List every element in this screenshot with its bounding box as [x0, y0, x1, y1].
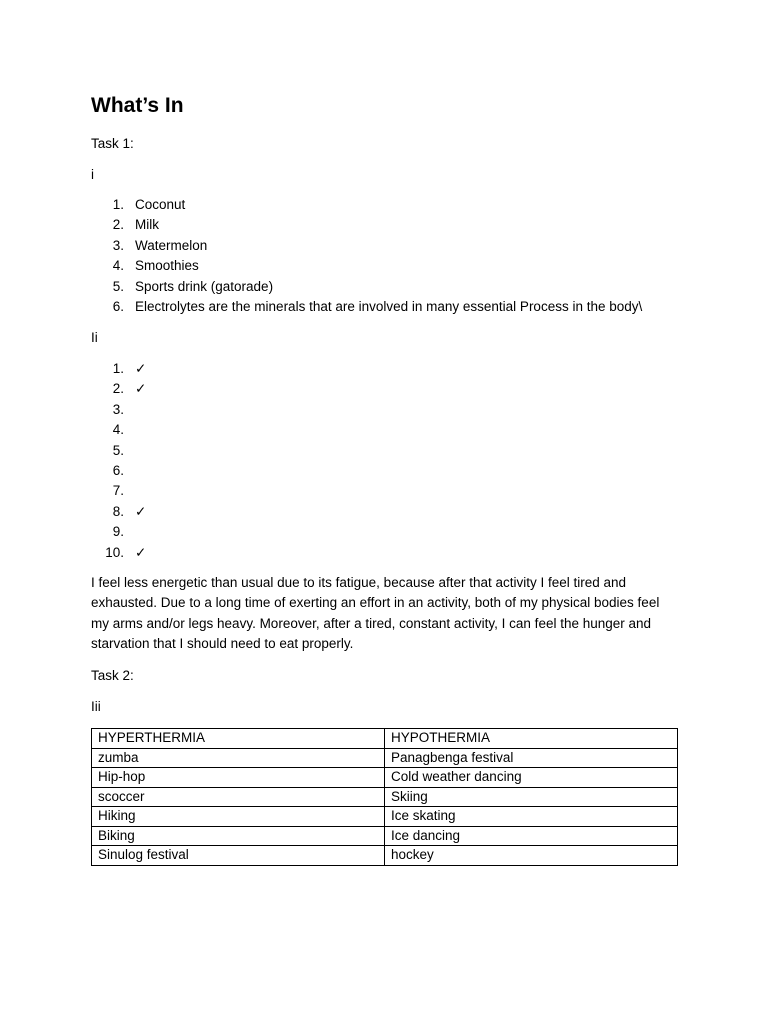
table-header-row: [92, 729, 678, 749]
table-row: [92, 787, 678, 807]
part-ii-label: Ii: [91, 330, 98, 345]
list-item: 5.: [112, 442, 124, 458]
list-item: 4.: [112, 422, 124, 438]
table-cell: Ice dancing: [385, 826, 678, 846]
list-item: 5. Sports drink (gatorade): [112, 278, 274, 294]
reflection-paragraph: I feel less energetic than usual due to its fatigue, because after that activity I feel tired and exhausted. Due to a long time of exerting an effort in an activity, both of my physical bodies feel my arms and/or legs heavy. Moreover, after a tired, constant activity, I can feel the hunger and starvation that I should need to eat properly.: [91, 575, 660, 652]
table-row: [92, 768, 678, 788]
table-row: [92, 807, 678, 827]
table-cell: Hiking: [92, 807, 385, 827]
check-mark-icon: ✓: [135, 381, 147, 397]
table-cell: Panagbenga festival: [385, 748, 678, 768]
list-item: 8. ✓: [91, 502, 679, 522]
table-header-cell: HYPOTHERMIA: [385, 729, 678, 749]
list-item: 9.: [112, 524, 124, 540]
check-mark-icon: ✓: [135, 503, 147, 519]
list-item: 10. ✓: [91, 543, 679, 563]
list-item: 6. Electrolytes are the minerals that are involved in many essential Process in the body\: [112, 298, 643, 314]
task1-label: Task 1:: [91, 136, 134, 151]
activities-table: [91, 728, 678, 866]
table-cell: Cold weather dancing: [385, 768, 678, 788]
table-row: [92, 826, 678, 846]
task2-label: Task 2:: [91, 668, 134, 683]
check-mark-icon: ✓: [135, 544, 147, 560]
list-item: 7.: [112, 483, 124, 499]
table-cell: Sinulog festival: [92, 846, 385, 866]
list-item: 1. ✓: [91, 359, 679, 379]
list-item: 2. Milk: [112, 217, 159, 233]
list-item: 6.: [112, 462, 124, 478]
part-ii-list: [91, 359, 679, 563]
table-cell: Ice skating: [385, 807, 678, 827]
part-iii-label: Iii: [91, 699, 101, 714]
list-item: 1. Coconut: [112, 197, 186, 212]
table-header-cell: HYPERTHERMIA: [92, 729, 385, 749]
table-cell: zumba: [92, 748, 385, 768]
table-cell: Hip-hop: [92, 768, 385, 788]
list-item: 3.: [112, 401, 124, 417]
table-cell: hockey: [385, 846, 678, 866]
check-mark-icon: ✓: [135, 361, 147, 376]
list-item: 2. ✓: [91, 379, 679, 399]
table-cell: Biking: [92, 826, 385, 846]
table-cell: Skiing: [385, 787, 678, 807]
table-cell: scoccer: [92, 787, 385, 807]
part-i-label: i: [91, 167, 94, 182]
table-row: [92, 748, 678, 768]
table-row: [92, 846, 678, 866]
part-i-list: [91, 195, 679, 317]
page-title: What’s In: [91, 94, 184, 117]
list-item: 4. Smoothies: [112, 258, 199, 274]
list-item: 3. Watermelon: [112, 237, 208, 253]
